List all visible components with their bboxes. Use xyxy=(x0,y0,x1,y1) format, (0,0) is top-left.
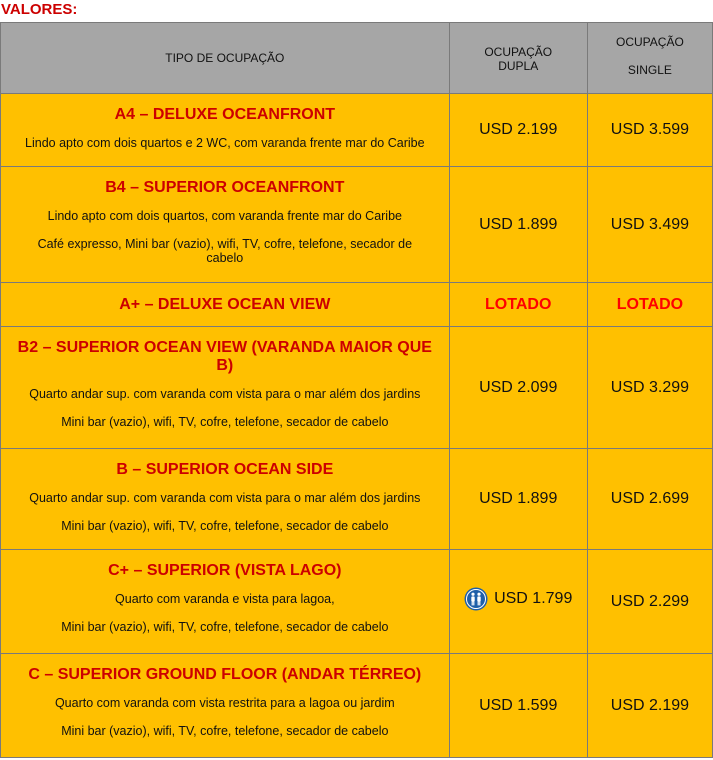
table-row xyxy=(1,550,713,654)
room-title: A+ – DELUXE OCEAN VIEW xyxy=(119,295,331,313)
room-amenities: Café expresso, Mini bar (vazio), wifi, TV, cofre, telefone, secador de cabelo xyxy=(37,237,413,265)
room-description: Quarto com varanda com vista restrita para a lagoa ou jardim xyxy=(54,696,395,710)
section-heading: VALORES: xyxy=(1,1,78,18)
room-title: B2 – SUPERIOR OCEAN VIEW (VARANDA MAIOR QUE B) xyxy=(17,339,432,374)
room-cell xyxy=(1,327,450,449)
header-double-line1: OCUPAÇÃO xyxy=(484,45,553,59)
room-cell xyxy=(1,550,450,654)
table-row xyxy=(1,654,713,758)
double-price: USD 1.899 xyxy=(449,167,587,283)
single-price: USD 2.199 xyxy=(587,654,712,758)
table-row xyxy=(1,449,713,550)
room-description: Lindo apto com dois quartos e 2 WC, com varanda frente mar do Caribe xyxy=(25,136,425,150)
room-amenities: Mini bar (vazio), wifi, TV, cofre, telefone, secador de cabelo xyxy=(61,415,389,429)
room-cell xyxy=(1,167,450,283)
room-cell xyxy=(1,654,450,758)
single-price: USD 2.699 xyxy=(587,449,712,550)
header-double-occupancy xyxy=(449,23,587,94)
room-description: Quarto com varanda e vista para lagoa, xyxy=(115,592,335,606)
room-title: B4 – SUPERIOR OCEANFRONT xyxy=(105,179,345,196)
room-title: C+ – SUPERIOR (VISTA LAGO) xyxy=(108,562,342,579)
price-table xyxy=(0,22,713,758)
single-sold-out: LOTADO xyxy=(587,283,712,327)
header-occupation-type: TIPO DE OCUPAÇÃO xyxy=(1,23,450,94)
room-amenities: Mini bar (vazio), wifi, TV, cofre, telefone, secador de cabelo xyxy=(61,519,389,533)
room-title: A4 – DELUXE OCEANFRONT xyxy=(114,106,336,123)
room-title: B – SUPERIOR OCEAN SIDE xyxy=(116,461,334,478)
table-row xyxy=(1,327,713,449)
single-price: USD 2.299 xyxy=(587,550,712,654)
room-cell xyxy=(1,283,450,327)
room-cell xyxy=(1,94,450,167)
double-price: USD 1.599 xyxy=(449,654,587,758)
header-double-line2: DUPLA xyxy=(498,59,539,73)
table-row xyxy=(1,94,713,167)
header-single-line1: OCUPAÇÃO xyxy=(616,35,684,49)
table-header-row xyxy=(1,23,713,94)
room-amenities: Mini bar (vazio), wifi, TV, cofre, telefone, secador de cabelo xyxy=(61,724,389,738)
table-row xyxy=(1,283,713,327)
room-description: Lindo apto com dois quartos, com varanda frente mar do Caribe xyxy=(47,209,402,223)
single-price: USD 3.499 xyxy=(587,167,712,283)
room-description: Quarto andar sup. com varanda com vista para o mar além dos jardins xyxy=(29,491,421,505)
header-single-occupancy xyxy=(587,23,712,94)
room-cell xyxy=(1,449,450,550)
people-pair-icon xyxy=(464,587,488,611)
room-description: Quarto andar sup. com varanda com vista para o mar além dos jardins xyxy=(29,387,421,401)
single-price: USD 3.599 xyxy=(587,94,712,167)
double-price: USD 2.199 xyxy=(449,94,587,167)
double-sold-out: LOTADO xyxy=(449,283,587,327)
double-price-with-icon xyxy=(464,587,572,611)
double-price: USD 2.099 xyxy=(449,327,587,449)
header-single-line2: SINGLE xyxy=(627,63,672,77)
double-price: USD 1.799 xyxy=(494,590,573,607)
room-amenities: Mini bar (vazio), wifi, TV, cofre, telefone, secador de cabelo xyxy=(61,620,389,634)
room-title: C – SUPERIOR GROUND FLOOR (ANDAR TÉRREO) xyxy=(28,666,422,683)
single-price: USD 3.299 xyxy=(587,327,712,449)
table-row xyxy=(1,167,713,283)
double-price-cell xyxy=(449,550,587,654)
double-price: USD 1.899 xyxy=(449,449,587,550)
